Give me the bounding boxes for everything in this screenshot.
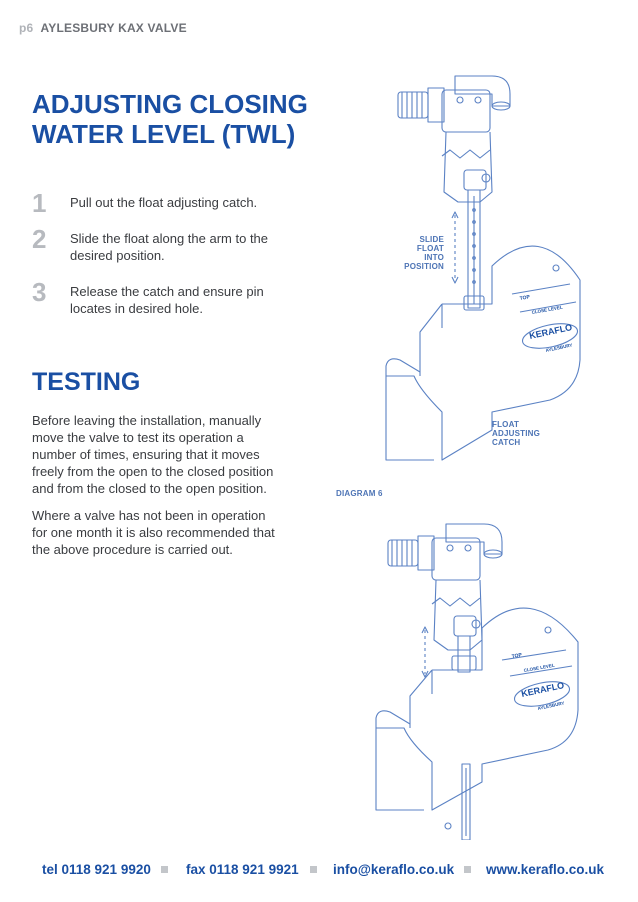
valve-screw [457,97,463,103]
float-body [386,246,580,460]
adjusting-heading-line1: ADJUSTING CLOSING [32,89,308,119]
valve-diagram-bottom [370,510,590,840]
label-slide-line2: INTO POSITION [404,253,444,271]
step-text: Slide the float along the arm to the desired position. [70,231,269,263]
inlet-nut [398,88,444,122]
contact-footer [0,860,638,884]
page-header [19,21,187,35]
adjusting-heading [32,90,332,150]
separator-square-icon [161,866,168,873]
label-catch-line3: CATCH [492,438,521,447]
step-number: 1 [32,188,47,218]
label-catch-line2: ADJUSTING [492,429,541,438]
float-top-text: TOP [519,294,531,302]
header-title: AYLESBURY KAX VALVE [40,21,187,35]
valve-body [442,90,490,132]
float-close-text: CLOSE LEVEL [523,662,555,673]
brand-text: KERAFLO [528,322,573,341]
testing-paragraph-2: Where a valve has not been in operation for one month it is also recommended that the above procedure is carried out. [32,508,275,557]
diagram-caption: DIAGRAM 6 [336,489,383,498]
footer-email[interactable]: info@keraflo.co.uk [333,862,455,877]
float-body [376,608,578,810]
valve-body [432,538,480,580]
footer-fax: fax 0118 921 9921 [186,862,299,877]
testing-paragraph-1: Before leaving the installation, manually move the valve to test its operation a number of times, ensuring that it moves freely from the open to the closed position and from the closed to the open position. [32,413,274,496]
adjusting-heading-line2: WATER LEVEL (TWL) [32,118,296,149]
testing-heading: TESTING [32,368,141,396]
separator-square-icon [310,866,317,873]
brand-text: KERAFLO [520,680,565,699]
step-number: 2 [32,224,47,254]
step-text: Release the catch and ensure pin locates in desired hole. [70,284,264,316]
brand-sub: AYLESBURY [545,342,573,353]
brand-sub: AYLESBURY [537,700,565,711]
float-close-text: CLOSE LEVEL [531,304,563,315]
inlet-nut [388,536,434,570]
footer-web[interactable]: www.keraflo.co.uk [486,862,605,877]
float-top-text: TOP [511,652,523,660]
step-number: 3 [32,277,47,307]
float-catch [452,656,476,670]
float-arm [468,190,480,308]
label-catch-line1: FLOAT [492,420,520,429]
float-arm [458,636,470,672]
step-text: Pull out the float adjusting catch. [70,195,258,210]
footer-tel[interactable]: tel 0118 921 9920 [42,862,151,877]
valve-diagram-top [380,60,600,480]
label-slide-line1: SLIDE FLOAT [416,235,444,253]
page-number: p6 [19,21,34,35]
separator-square-icon [464,866,471,873]
